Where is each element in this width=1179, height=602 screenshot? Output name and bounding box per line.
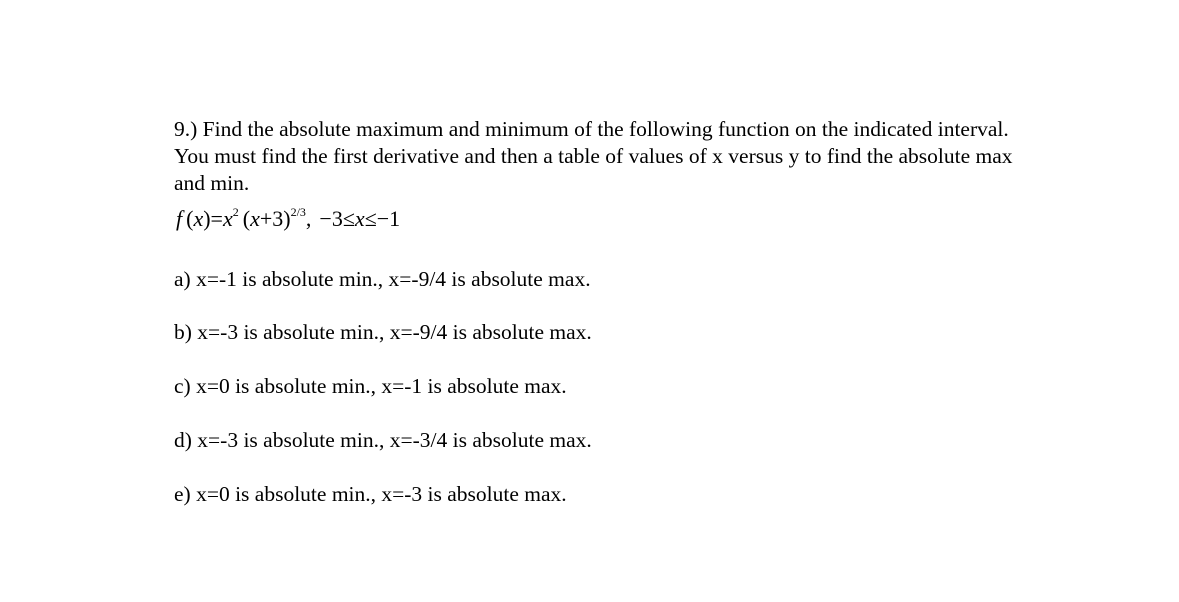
answer-option-a: a) x=-1 is absolute min., x=-9/4 is absolute max. [174,267,591,291]
formula-f: f [176,206,183,231]
formula-equals: = [210,206,223,231]
formula-paren-close-2: ) [283,206,291,231]
formula-paren-close: ) [203,206,211,231]
interval-lower-bound: −3 [319,206,343,231]
function-formula [176,205,400,233]
formula-exponent-2: 2 [232,204,239,219]
answer-option-e: e) x=0 is absolute min., x=-3 is absolute max. [174,482,567,506]
formula-paren-open: ( [186,206,194,231]
formula-x-inner: x [250,206,260,231]
answer-option-b: b) x=-3 is absolute min., x=-9/4 is absolute max. [174,320,592,344]
answer-option-d: d) x=-3 is absolute min., x=-3/4 is absolute max. [174,428,592,452]
formula-x: x [193,206,204,231]
interval-x: x [354,206,365,231]
formula-exponent-2-3: 2/3 [290,204,306,219]
interval-le-1: ≤ [342,206,355,231]
formula-paren-open-2: ( [242,206,251,231]
formula-comma: , [305,206,312,231]
interval-upper-bound: −1 [376,206,401,231]
interval-le-2: ≤ [364,206,377,231]
formula-x-squared-base: x [222,206,233,231]
formula-three: 3 [272,206,284,231]
question-text: 9.) Find the absolute maximum and minimum of the following function on the indicated interval. You must find the first derivative and then a table of values of x versus y to find the absolute max and min. [174,117,1013,195]
answer-option-c: c) x=0 is absolute min., x=-1 is absolute max. [174,374,567,398]
formula-plus: + [259,206,273,231]
